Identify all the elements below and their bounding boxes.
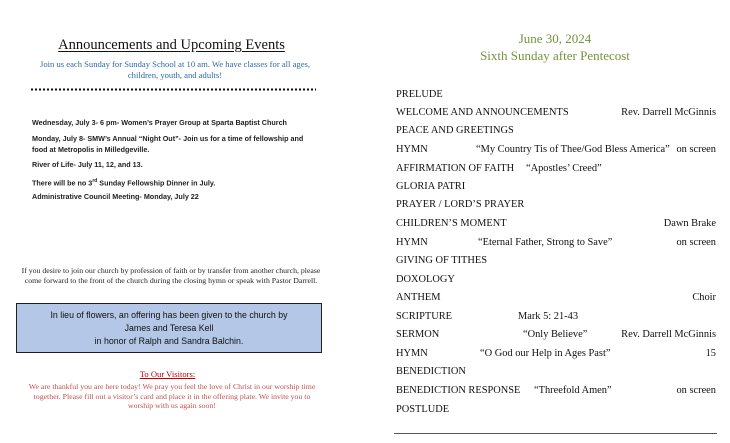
order-item-label: BENEDICTION RESPONSE bbox=[396, 385, 521, 396]
order-row bbox=[396, 329, 716, 347]
bottom-rule bbox=[394, 433, 717, 434]
order-row bbox=[396, 274, 716, 292]
order-item-detail: “Only Believe” bbox=[523, 329, 588, 340]
order-row bbox=[396, 107, 716, 125]
order-row bbox=[396, 125, 716, 143]
event-item: Administrative Council Meeting- Monday, July 22 bbox=[32, 192, 199, 201]
order-item-detail: “Threefold Amen” bbox=[534, 385, 612, 396]
order-item-label: ANTHEM bbox=[396, 292, 441, 303]
dotted-divider bbox=[30, 88, 316, 91]
announcements-title: Announcements and Upcoming Events bbox=[58, 37, 285, 53]
order-row bbox=[396, 292, 716, 310]
order-row bbox=[396, 255, 716, 273]
order-item-leader: on screen bbox=[676, 385, 716, 396]
event-item: Wednesday, July 3- 6 pm- Women’s Prayer Group at Sparta Baptist Church bbox=[32, 118, 287, 127]
order-item-detail: “Eternal Father, Strong to Save” bbox=[478, 237, 613, 248]
flowers-line: in honor of Ralph and Sandra Balchin. bbox=[94, 336, 244, 346]
visitors-message: We are thankful you are here today! We pray you feel the love of Christ in our worship time together. Please fill out a visitor’s card and place it in the offering plate. We invite you to worship with us again soon! bbox=[28, 382, 316, 411]
order-item-leader: Rev. Darrell McGinnis bbox=[621, 107, 716, 118]
order-row bbox=[396, 163, 716, 181]
order-row bbox=[396, 181, 716, 199]
order-item-detail: Mark 5: 21-43 bbox=[518, 311, 579, 322]
order-item-label: GIVING OF TITHES bbox=[396, 255, 488, 266]
service-date: June 30, 2024 bbox=[518, 31, 592, 46]
order-item-label: POSTLUDE bbox=[396, 404, 450, 415]
order-row bbox=[396, 348, 716, 366]
order-item-leader: 15 bbox=[705, 348, 716, 359]
event-item: River of Life- July 11, 12, and 13. bbox=[32, 160, 143, 169]
order-row bbox=[396, 199, 716, 217]
order-item-detail: “O God our Help in Ages Past” bbox=[480, 348, 611, 359]
profession-of-faith-note: If you desire to join our church by profession of faith or by transfer from another church, please come forward to the front of the church during the closing hymn or speak with Pastor Darrell. bbox=[21, 266, 321, 285]
order-item-label: PRAYER / LORD’S PRAYER bbox=[396, 199, 525, 210]
order-item-leader: on screen bbox=[676, 144, 716, 155]
order-row bbox=[396, 237, 716, 255]
order-item-leader: Rev. Darrell McGinnis bbox=[621, 329, 716, 340]
order-item-label: WELCOME AND ANNOUNCEMENTS bbox=[396, 107, 569, 118]
order-item-label: HYMN bbox=[396, 348, 428, 359]
liturgical-day: Sixth Sunday after Pentecost bbox=[480, 48, 630, 63]
sunday-school-note: Join us each Sunday for Sunday School at 10 am. We have classes for all ages, children, youth, and adults! bbox=[39, 59, 311, 80]
order-item-detail: “My Country Tis of Thee/God Bless America” bbox=[476, 144, 670, 155]
order-item-label: PEACE AND GREETINGS bbox=[396, 125, 514, 136]
flowers-line: In lieu of flowers, an offering has been given to the church by bbox=[50, 310, 288, 320]
order-row bbox=[396, 385, 716, 403]
order-item-label: CHILDREN’S MOMENT bbox=[396, 218, 507, 229]
order-item-label: BENEDICTION bbox=[396, 366, 466, 377]
order-row bbox=[396, 366, 716, 384]
order-item-label: SCRIPTURE bbox=[396, 311, 453, 322]
order-item-detail: “Apostles’ Creed” bbox=[526, 163, 602, 174]
order-item-leader: on screen bbox=[676, 237, 716, 248]
flowers-line: James and Teresa Kell bbox=[124, 323, 214, 333]
order-item-label: DOXOLOGY bbox=[396, 274, 455, 285]
order-item-label: GLORIA PATRI bbox=[396, 181, 466, 192]
order-row bbox=[396, 144, 716, 162]
order-item-label: PRELUDE bbox=[396, 89, 443, 100]
order-item-label: SERMON bbox=[396, 329, 440, 340]
order-row bbox=[396, 404, 716, 422]
event-item: There will be no 3rd Sunday Fellowship Dinner in July. bbox=[32, 178, 216, 188]
order-row bbox=[396, 311, 716, 329]
order-row bbox=[396, 89, 716, 107]
order-item-leader: Choir bbox=[692, 292, 716, 303]
visitors-heading: To Our Visitors: bbox=[139, 369, 196, 379]
order-row bbox=[396, 218, 716, 236]
order-item-label: HYMN bbox=[396, 144, 428, 155]
order-item-label: HYMN bbox=[396, 237, 428, 248]
flowers-dedication-box bbox=[16, 303, 322, 353]
event-item: Monday, July 8- SMW’s Annual “Night Out”- Join us for a time of fellowship and food at Metropolis in Milledgeville. bbox=[32, 134, 304, 154]
order-item-leader: Dawn Brake bbox=[663, 218, 716, 229]
order-item-label: AFFIRMATION OF FAITH bbox=[396, 163, 515, 174]
